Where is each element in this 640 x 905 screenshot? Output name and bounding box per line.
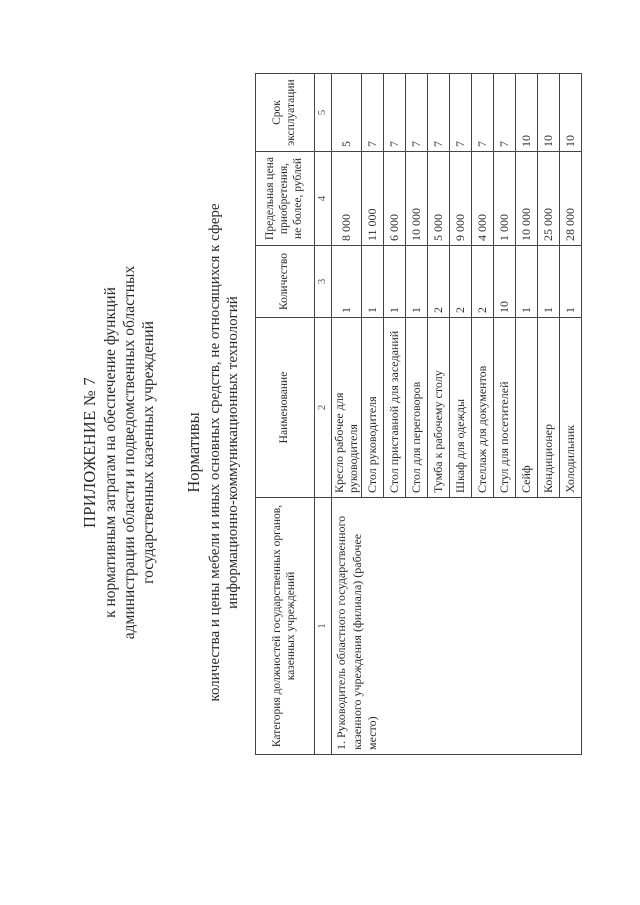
appendix-line: к нормативным затратам на обеспечение функций bbox=[101, 287, 119, 618]
item-price: 5 000 bbox=[427, 152, 449, 246]
norms-heading: Нормативы bbox=[184, 412, 203, 493]
column-number: 5 bbox=[315, 74, 332, 152]
item-quantity: 2 bbox=[427, 246, 449, 318]
header-category: Категория должностей государственных органов, казенных учреждений bbox=[256, 498, 315, 755]
norms-title bbox=[184, 0, 243, 905]
norms-line: количества и цены мебели и иных основных средств, не относящихся к сфере bbox=[206, 203, 223, 702]
item-term: 10 bbox=[537, 74, 559, 152]
item-price: 10 000 bbox=[515, 152, 537, 246]
item-quantity: 1 bbox=[383, 246, 405, 318]
item-name: Стол приставной для заседаний bbox=[383, 318, 405, 498]
item-name: Кондиционер bbox=[537, 318, 559, 498]
item-name: Стол для переговоров bbox=[405, 318, 427, 498]
item-name: Кресло рабочее для руководителя bbox=[332, 318, 362, 498]
item-name: Шкаф для одежды bbox=[449, 318, 471, 498]
item-name: Тумба к рабочему столу bbox=[427, 318, 449, 498]
norms-table bbox=[255, 73, 582, 755]
appendix-line: государственных казенных учреждений bbox=[140, 321, 158, 584]
item-quantity: 1 bbox=[405, 246, 427, 318]
item-price: 9 000 bbox=[449, 152, 471, 246]
item-quantity: 1 bbox=[559, 246, 581, 318]
column-number: 2 bbox=[315, 318, 332, 498]
item-term: 7 bbox=[471, 74, 493, 152]
item-term: 7 bbox=[405, 74, 427, 152]
header-term: Срок эксплуатации bbox=[256, 74, 315, 152]
item-term: 10 bbox=[559, 74, 581, 152]
category-cell: 1. Руководитель областного государственного казенного учреждения (филиала) (рабочее место) bbox=[332, 498, 582, 755]
header-quantity: Количество bbox=[256, 246, 315, 318]
table-row bbox=[332, 74, 362, 755]
item-name: Холодильник bbox=[559, 318, 581, 498]
item-price: 11 000 bbox=[361, 152, 383, 246]
item-quantity: 10 bbox=[493, 246, 515, 318]
item-price: 10 000 bbox=[405, 152, 427, 246]
appendix-line: администрации области и подведомственных областных bbox=[121, 265, 138, 640]
item-price: 6 000 bbox=[383, 152, 405, 246]
item-name: Стул для посетителей bbox=[493, 318, 515, 498]
norms-line: информационно-коммуникационных технологий bbox=[225, 296, 242, 609]
item-quantity: 1 bbox=[515, 246, 537, 318]
item-price: 8 000 bbox=[332, 152, 362, 246]
item-term: 7 bbox=[383, 74, 405, 152]
appendix-heading: ПРИЛОЖЕНИЕ № 7 bbox=[80, 377, 99, 528]
item-quantity: 1 bbox=[332, 246, 362, 318]
column-number: 3 bbox=[315, 246, 332, 318]
column-number: 1 bbox=[315, 498, 332, 755]
item-term: 7 bbox=[361, 74, 383, 152]
appendix-header bbox=[80, 0, 159, 905]
item-price: 1 000 bbox=[493, 152, 515, 246]
header-name: Наименование bbox=[256, 318, 315, 498]
item-price: 28 000 bbox=[559, 152, 581, 246]
item-price: 4 000 bbox=[471, 152, 493, 246]
column-number: 4 bbox=[315, 152, 332, 246]
item-term: 7 bbox=[449, 74, 471, 152]
item-term: 10 bbox=[515, 74, 537, 152]
item-price: 25 000 bbox=[537, 152, 559, 246]
item-quantity: 1 bbox=[537, 246, 559, 318]
item-name: Стеллаж для документов bbox=[471, 318, 493, 498]
item-term: 7 bbox=[427, 74, 449, 152]
item-quantity: 1 bbox=[361, 246, 383, 318]
item-term: 5 bbox=[332, 74, 362, 152]
item-quantity: 2 bbox=[471, 246, 493, 318]
item-term: 7 bbox=[493, 74, 515, 152]
item-name: Сейф bbox=[515, 318, 537, 498]
item-name: Стол руководителя bbox=[361, 318, 383, 498]
item-quantity: 2 bbox=[449, 246, 471, 318]
header-price: Предельная цена приобретения, не более, рублей bbox=[256, 152, 315, 246]
